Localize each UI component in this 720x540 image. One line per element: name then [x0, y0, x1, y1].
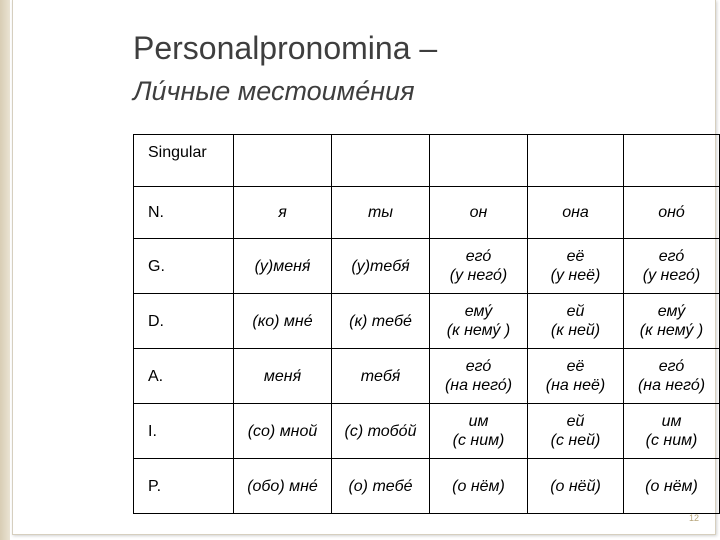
form-text: ему́: [464, 303, 493, 320]
form-text: тебя́: [360, 367, 401, 385]
case-label: I.: [134, 404, 234, 459]
form-cell: [528, 349, 624, 404]
slide-title: Personalpronomina –: [133, 30, 438, 66]
case-row: [134, 349, 720, 404]
form-cell: [332, 404, 430, 459]
form-cell: [332, 459, 430, 514]
form-cell: [528, 459, 624, 514]
form-text: (с ней): [550, 432, 601, 449]
form-cell: [624, 459, 720, 514]
table-header-cell: [430, 135, 528, 187]
form-text: ей: [566, 303, 585, 320]
form-text: (с) тобо́й: [344, 422, 417, 440]
case-row: [134, 404, 720, 459]
form-text: ей: [566, 413, 585, 430]
form-cell: [234, 349, 332, 404]
slide-left-accent-bar: [0, 0, 10, 540]
form-cell: [234, 239, 332, 294]
form-cell: [430, 239, 528, 294]
form-text: (на неё): [545, 377, 606, 394]
pronoun-cell: я: [234, 187, 332, 239]
singular-header: Singular: [134, 135, 234, 187]
form-text: (к ней): [550, 322, 601, 339]
case-row: [134, 294, 720, 349]
slide-subtitle: Ли́чные местоиме́ния: [133, 76, 415, 106]
case-row: [134, 239, 720, 294]
form-cell: [624, 349, 720, 404]
slide: [12, 0, 716, 535]
form-cell: [528, 294, 624, 349]
case-label: D.: [134, 294, 234, 349]
form-text: его́: [658, 358, 685, 375]
form-text: им: [468, 413, 489, 430]
form-text: (у него́): [642, 267, 701, 284]
form-text: её: [566, 248, 585, 265]
pronoun-cell: ты: [332, 187, 430, 239]
form-text: (к нему́ ): [446, 322, 511, 339]
pronoun-cell: оно́: [624, 187, 720, 239]
form-text: им: [661, 413, 682, 430]
form-text: (о нём): [645, 477, 698, 495]
case-label: A.: [134, 349, 234, 404]
form-cell: [430, 404, 528, 459]
form-cell: [234, 404, 332, 459]
form-cell: [332, 349, 430, 404]
form-cell: [332, 239, 430, 294]
pronoun-cell: он: [430, 187, 528, 239]
form-cell: [624, 294, 720, 349]
nominative-row: [134, 187, 720, 239]
table-header-cell: [624, 135, 720, 187]
case-label: N.: [134, 187, 234, 239]
form-text: (о) тебе́: [348, 477, 413, 495]
form-cell: [624, 404, 720, 459]
form-text: (к нему́ ): [639, 322, 704, 339]
form-text: (у неё): [550, 267, 601, 284]
pronoun-cell: она: [528, 187, 624, 239]
form-text: его́: [465, 358, 492, 375]
form-text: (на него́): [444, 377, 513, 394]
table-header-cell: [528, 135, 624, 187]
form-cell: [528, 404, 624, 459]
form-text: (с ним): [645, 432, 698, 449]
form-cell: [234, 459, 332, 514]
form-text: его́: [465, 248, 492, 265]
form-text: (на него́): [637, 377, 706, 394]
form-text: (ко) мне́: [252, 312, 313, 330]
form-text: (у)тебя́: [351, 257, 410, 275]
form-cell: [430, 294, 528, 349]
form-text: (о нём): [452, 477, 505, 495]
form-text: ему́: [657, 303, 686, 320]
form-text: меня́: [263, 367, 302, 385]
form-cell: [332, 294, 430, 349]
form-text: (обо) мне́: [247, 477, 318, 495]
table-header-cell: [332, 135, 430, 187]
form-cell: [528, 239, 624, 294]
form-cell: [624, 239, 720, 294]
table-header-row: [134, 135, 720, 187]
form-text: (у)меня́: [254, 257, 311, 275]
form-text: его́: [658, 248, 685, 265]
form-text: (со) мной: [247, 422, 318, 440]
case-label: P.: [134, 459, 234, 514]
form-cell: [430, 459, 528, 514]
table-header-cell: [234, 135, 332, 187]
form-text: (с ним): [452, 432, 505, 449]
case-row: [134, 459, 720, 514]
form-cell: [430, 349, 528, 404]
page-number: 12: [688, 513, 699, 523]
form-cell: [234, 294, 332, 349]
form-text: (к) тебе́: [349, 312, 412, 330]
form-text: её: [566, 358, 585, 375]
form-text: (у него́): [449, 267, 508, 284]
case-label: G.: [134, 239, 234, 294]
form-text: (о нёй): [550, 477, 601, 495]
pronoun-table: [133, 134, 720, 514]
